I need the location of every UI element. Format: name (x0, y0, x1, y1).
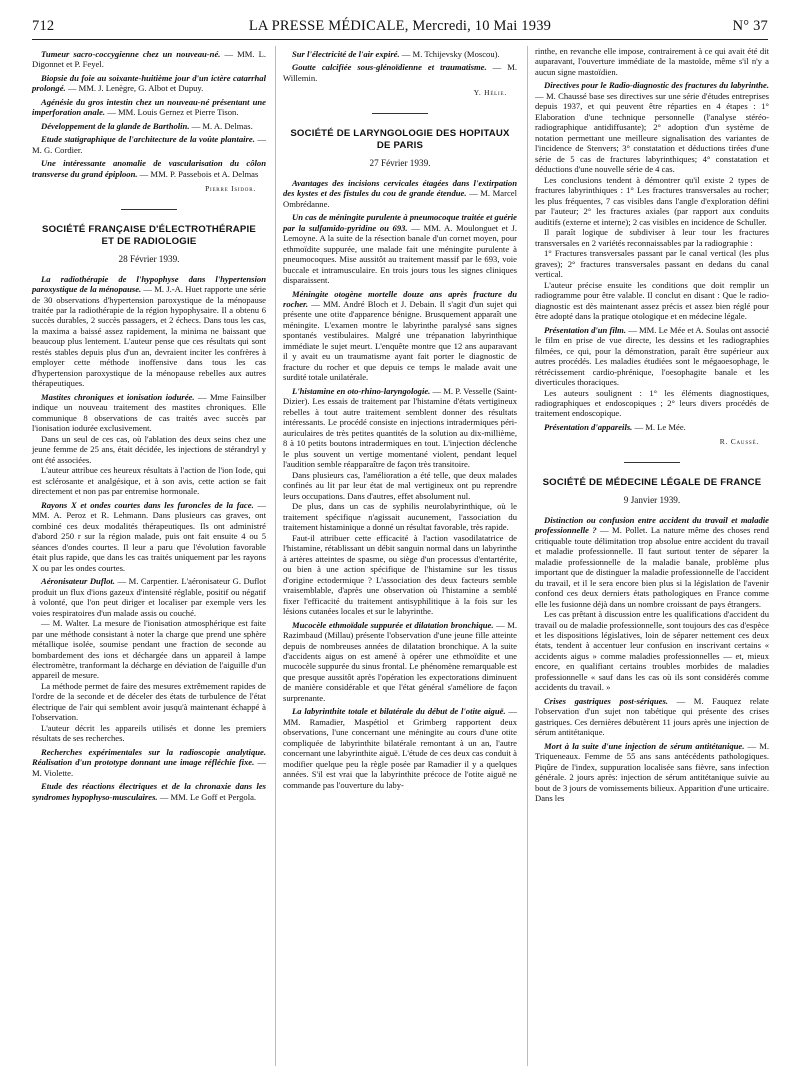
signature (535, 437, 759, 446)
article-body: — M. A. Delmas. (189, 120, 253, 131)
article-body: — M. Tchijevsky (Moscou). (399, 49, 500, 59)
article-entry (283, 620, 517, 704)
society-title: SOCIÉTÉ DE LARYNGOLOGIE DES HOPITAUX DE PARIS (290, 128, 510, 152)
article-entry (535, 696, 769, 738)
article-body: — MM. Louis Gernez et Pierre Tison. (105, 107, 239, 118)
article-entry (283, 62, 517, 83)
paragraph: Les conclusions tendent à démontrer qu'il existe 2 types de fractures labyrinthiques : 1° Les fractures transversales au rocher; les plus fréquentes, 7 cas visibles dans l'angle d'exploration défini par l'auteur; 2° les fractures axiales (par rapport aux conduits auditifs (externe et interne); 2 cas visibles en incidence de Schuller. (535, 174, 769, 227)
article-entry (283, 706, 517, 790)
article-body: — MM. Le Mée et A. Soulas ont associé le film en prise de vue directe, les dessins et les radiographies filmées, ce qui, pour la démonstration, paraît être supérieur aux autres procédés. Les maladies étudiées sont le mégaoesophage, le rétrécissement cardio-phrénique, l'oesophagite banale et les diverticules thoraciques. (535, 324, 769, 388)
article-entry (32, 500, 266, 573)
journal-title: LA PRESSE MÉDICALE (248, 18, 405, 34)
article-body: — M. Willemin. (283, 62, 518, 83)
article-entry (535, 422, 769, 432)
signature-name: Pierre Isidor. (205, 184, 256, 194)
article-entry (32, 747, 266, 778)
paragraph: Faut-il attribuer cette efficacité à l'action vasodilatatrice de l'histamine, rétablissant un débit sanguin normal dans un labyrinthe à artères atteintes de spasme, ou siège d'un processus d'entartérite, ou bien à une action spécifique de l'histamine sur les tissus d'origine ectodermique ? L'association des deux facteurs semble vraisemblable, d'après une observation où l'histamine a semblé fixer l'efficacité du traitement antisyphilitique à la fois sur les lésions cutanées locales et sur le labyrinthe. (283, 532, 517, 617)
article-body: — M. Triqueneaux. Femme de 55 ans sans antécédents pathologiques. Piqûre de l'index, suppuration localisée sans fièvre, sans infection générale. 2 jours après: injection de sérum antitétanique suivie au bout de 3 jours de vomissements bilieux. Apparition d'une urticaire. Dans les (535, 740, 769, 804)
section-separator (372, 113, 428, 114)
paragraph: rinthe, en revanche elle impose, contrairement à ce qui avait été dit auparavant, l'ouverture immédiate de la mastoïde, même s'il n'y a aucun signe mastoïdien. (535, 46, 769, 77)
signature (283, 88, 507, 97)
article-title: Présentation d'appareils. (544, 421, 633, 432)
paragraph: 1° Fractures transversales passant par le canal vertical (les plus graves); 2° fractures transversales passant en dedans du canal vertical. (535, 248, 769, 280)
article-title: Etude des réactions électriques et de la chronaxie dans les syndromes hypophyso-musculaires. (32, 781, 266, 802)
article-body: — M. J.-A. Huet rapporte une série de 30 observations d'hypertension paroxystique de la ménopause traitée par la radiothérapie de la région hypophysaire. Il a obtenu 6 succès durables, 2 succès passagers, et 2 échecs. Dans tous les cas, la maxima a baissé assez rapidement, la minima ne baissant que beaucoup plus lentement. L'auteur pense que ces résultats qui sont restés stables depuis plus d'un an, devraient inciter les confrères à employer cette méthode inoffensive dans tous les cas d'hypertension paroxystique de la ménopause rebelles aux autres thérapeutiques. (32, 284, 266, 389)
article-body: — M. Pollet. La nature même des choses rend critiquable toute délimitation trop absolue entre accident du travail et maladie professionnelle. Il faut surtout tenter de séparer la maladie professionnelle de la maladie banale, problème plus important que de distinguer la maladie professionnelle de l'accident du travail, et il le sera encore bien plus si la législation de l'avenir confond ces deux derniers états pathologiques en France comme elle les fusionne déjà dans un nombre croissant de pays étrangers. (535, 525, 769, 609)
section-separator (121, 209, 177, 210)
article-title: Rayons X et ondes courtes dans les furoncles de la face. (41, 499, 254, 510)
article-body: — M. G. Cordier. (32, 134, 266, 155)
article-title: Présentation d'un film. (544, 324, 627, 335)
column-divider (275, 46, 276, 1066)
column-3 (535, 46, 769, 804)
article-body: — MM. L. Digonnet et P. Feyel. (32, 49, 266, 70)
article-title: Directives pour le Radio-diagnostic des fractures du labyrinthe. (544, 80, 769, 91)
article-entry (283, 386, 517, 470)
session-date: 9 Janvier 1939. (623, 495, 681, 506)
article-title: Une intéressante anomalie de vascularisation du côlon transverse du grand épiploon. (32, 158, 266, 179)
section-separator (624, 462, 680, 463)
column-divider (527, 46, 528, 1066)
article-body: — MM. A. Moulonguet et J. Lemoyne. A la suite de la résection banale d'un cornet moyen, pour ethmoïdite suppurée, une malade fait une méningite purulente à pneumocoques. Mise aussitôt au traitement massif par le 693, voie buccale et intramusculaire. En trois jours tous les signes cliniques disparaissent. (283, 222, 517, 286)
article-entry (535, 325, 769, 388)
article-entry (32, 576, 266, 618)
page-number: 712 (32, 18, 55, 34)
article-title: Sur l'électricité de l'air expiré. (292, 49, 400, 59)
issue-number: N° 37 (732, 18, 768, 34)
article-body: — MM. P. Passebois et A. Delmas (137, 168, 259, 179)
page-header (32, 18, 768, 36)
paragraph: De plus, dans un cas de syphilis neurolabyrinthique, où le traitement spécifique n'agissait aucunement, l'association du traitement histaminique a donné un résultat favorable, très rapide. (283, 501, 517, 533)
article-title: Mucocèle ethmoïdale suppurée et dilatation bronchique. (292, 619, 494, 630)
article-title: L'histamine en oto-rhino-laryngologie. (292, 385, 431, 396)
paragraph: Dans un seul de ces cas, où l'ablation des deux seins chez une jeune femme de 25 ans, était décidée, les injections de stérandryl y ont été associées. (32, 433, 266, 465)
article-title: Etude statigraphique de l'architecture de la voûte plantaire. (41, 134, 255, 145)
article-body: — M. Le Mée. (632, 421, 686, 432)
article-body: — M. Fauquez relate l'observation d'un sujet non tabétique qui présente des crises gastriques. Ces dernières débutèrent 11 jours après une injection de sérum antitétanique. (535, 695, 769, 738)
article-title: Mastites chroniques et ionisation iodurée. (41, 391, 195, 402)
article-entry (283, 49, 517, 59)
paragraph: La méthode permet de faire des mesures extrêmement rapides de l'ordre de la seconde et de déceler des états de turbulence de l'état électrique de l'air qui semblent avoir jusqu'à maintenant échappé à l'observation. (32, 680, 266, 723)
column-1 (32, 46, 266, 802)
article-body: — MM. A. Peroz et R. Lehmann. Dans plusieurs cas graves, ont combiné ces deux modalités thérapeutiques. Ils ont administré d'abord 250 r sur la région malade, puis ont fait ensuite 4 ou 5 séances d'ondes courtes. Il leur a paru que l'évolution favorable était plus rapide, que dans les cas traités uniquement par les rayons X ou par les ondes courtes. (32, 499, 266, 573)
article-title: Aéronisateur Duflot. (41, 576, 115, 587)
article-body: — M. Violette. (32, 757, 266, 778)
article-body: — MM. J. Lenègre, G. Albot et Dupuy. (65, 83, 204, 94)
article-entry (32, 392, 266, 434)
article-entry (535, 80, 769, 174)
column-2 (283, 46, 517, 790)
article-entry (32, 121, 266, 131)
session-date: 28 Février 1939. (118, 254, 180, 265)
paragraph: Dans plusieurs cas, l'amélioration a été telle, que deux malades confinés au lit par leur état de mal vertigineux ont pu reprendre leurs occupations. Dans d'autres, effet absolument nul. (283, 469, 517, 501)
article-title: Biopsie du foie au soixante-huitième jour d'un ictère catarrhal prolongé. (32, 72, 266, 94)
article-title: Un cas de méningite purulente à pneumocoque traitée et guérie par la sulfamido-pyridine ou 693. (283, 212, 517, 233)
article-entry (32, 134, 266, 155)
article-title: Goutte calcifiée sous-glénoïdienne et traumatisme. (292, 62, 487, 73)
article-title: Méningite otogène mortelle douze ans après fracture du rocher. (283, 288, 517, 309)
society-title: SOCIÉTÉ DE MÉDECINE LÉGALE DE FRANCE (542, 477, 762, 489)
article-body: — Mme Fainsilber indique un nouveau traitement des mastites chroniques. Elle communique 8 observations de cas traités avec succès par l'ionisation iodurée exclusivement. (32, 391, 266, 434)
article-body: — M. Carpentier. L'aéronisateur G. Duflot produit un flux d'ions gazeux d'intensité réglable, positif ou négatif à volonté, que l'on peut diriger et localiser par exemple vers les voies respiratoires d'un malade assis ou couché. (32, 576, 266, 618)
paragraph: L'auteur attribue ces heureux résultats à l'action de l'ion Iode, qui est sclérosante et analgésique, et à son avis, cette action se fait directement et non pas par entremise hormonale. (32, 465, 266, 497)
signature-name: R. Caussé. (719, 437, 759, 447)
signature-name: Y. Hélie. (473, 88, 507, 98)
article-body: — MM. Ramadier, Maspétiol et Grimberg rapportent deux observations, l'une concernant une méningite au cours d'une otite compliquée de labyrinthite bilatérale remontant à un an, l'autre concernant une labyrinthite aiguë. L'étude de ces deux cas conduit à modifier quelque peu la règle posée par Ramadier il y a quelques années. S'il est vrai que la labyrinthite précoce de l'otite aiguë ne commande pas l'ouverture du laby- (283, 706, 517, 790)
article-entry (32, 158, 266, 179)
article-body: — M. Chaussé base ses directives sur une série d'études entreprises depuis 1937, et qui peuvent être réparties en 4 étapes : 1° Elaboration d'une technique personnelle (l'analyse stéréo-radiographique antidiffusante); 2° adoption d'un système de notation permettant une meilleure signalisation des variantes de l'incidence de Stenvers; 3° constatation et déductions tirées d'une série de 5 cas de fractures labyrinthiques; 4° constatation et déductions d'une nouvelle série de 4 cas. (535, 90, 769, 175)
article-body: — MM. Le Goff et Pergola. (157, 791, 257, 802)
article-entry (32, 274, 266, 389)
paragraph: L'auteur décrit les appareils utilisés et donne les premiers résultats de ses recherches. (32, 722, 266, 744)
article-entry (283, 178, 517, 209)
article-title: Agénésie du gros intestin chez un nouveau-né présentant une imperforation anale. (32, 96, 266, 118)
article-entry (32, 49, 266, 70)
article-title: Développement de la glande de Bartholin. (41, 120, 190, 131)
article-entry (32, 73, 266, 94)
paragraph: Les auteurs soulignent : 1° les éléments diagnostiques, radiographiques et endoscopiques ; 2° leurs divers procédés de traitement endoscopique. (535, 387, 769, 419)
paragraph: Les cas prêtant à discussion entre les qualifications d'accident du travail ou de maladie professionnelle, sont toujours des cas d'espèce et les dispositions législatives, loin de séparer nettement ces deux états, tendent à accentuer leur confusion en inscrivant certains « accidents aigus » comme maladies professionnelles — et, mieux encore, en qualifiant certains troubles morbides de maladies professionnelle « sauf dans les cas où ils sont considérés comme accidents du travail. » (535, 609, 769, 693)
article-entry (32, 781, 266, 802)
society-title: SOCIÉTÉ FRANÇAISE D'ÉLECTROTHÉRAPIE ET DE RADIOLOGIE (42, 224, 256, 248)
article-body: — M. Razimbaud (Millau) présente l'observation d'une jeune fille atteinte depuis de nombreuses années de dilatation bronchique. A la suite d'accidents aigus on est amené à opérer une ethmoïdite et une mucocèle suppurée du sinus frontal. Le phénomène remarquable est que presque aussitôt après l'opération les expectorations diminuent de manière considérable et que l'état général s'améliore de façon surprenante. (283, 619, 517, 703)
article-title: Mort à la suite d'une injection de sérum antitétanique. (544, 740, 745, 751)
issue-date: Mercredi, 10 Mai 1939 (412, 18, 552, 34)
article-body: — MM. André Bloch et J. Debain. Il s'agit d'un sujet qui présente une otite d'apparence bénigne. Brusquement apparaît une méningite. L'examen montre le labyrinthe paralysé sans signes spontanés vestibulaires. Malgré une trépanation labyrinthique immédiate le sujet meurt. L'enquête montre que 12 ans auparavant il y avait eu un traumatisme ayant fait porter le diagnostic de fracture du rocher et que depuis ce temps le malade avait une surdité totale unilatérale. (283, 299, 517, 383)
article-entry (535, 741, 769, 804)
running-title: LA PRESSE MÉDICALE, Mercredi, 10 Mai 1939 (248, 18, 552, 34)
signature (32, 184, 256, 193)
article-entry (283, 289, 517, 383)
paragraph: — M. Walter. La mesure de l'ionisation atmosphérique est faite par une méthode consistant à noter la charge que prend une sphère métallique isolée, soumise pendant une fraction de seconde au bombardement des ions et déchargée dans un appareil à lampe électromètre, tranformant la décharge en déviation de l'aiguille d'un appareil de mesure. (32, 618, 266, 681)
article-title: Avantages des incisions cervicales étagées dans l'extirpation des kystes et des fistules du cou de grande étendue. (283, 177, 517, 199)
paragraph: Il paraît logique de subdiviser à leur tour les fractures transversales en 2 variétés reconnaissables par la radiographie : (535, 227, 769, 248)
article-entry (283, 212, 517, 285)
article-body: — M. Marcel Ombrédanne. (283, 188, 517, 209)
article-body: — M. P. Vesselle (Saint-Dizier). Les essais de traitement par l'histamine d'états vertigineux rebelles à tout autre traitement semblent donner des résultats intéressants. Le procédé consiste en injections intradermiques péri-auriculaires de très petites quantités de la solution au dix-millième, 8 à 10 petits boutons intradermiques en tout. L'injection déclenche le plus souvent un vertige momentané violent, pendant lequel l'audition semble réapparaître de façon très transitoire. (283, 385, 517, 470)
article-title: Distinction ou confusion entre accident du travail et maladie professionnelle ? (535, 514, 769, 536)
header-rule (32, 39, 768, 40)
article-title: Crises gastriques post-sériques. (544, 695, 668, 706)
article-title: Tumeur sacro-coccygienne chez un nouveau-né. (41, 49, 221, 59)
article-title: La labyrinthite totale et bilatérale du début de l'otite aiguë. (292, 706, 506, 717)
article-entry (32, 97, 266, 118)
session-date: 27 Février 1939. (369, 158, 431, 169)
article-title: Recherches expérimentales sur la radioscopie analytique. Réalisation d'un prototype donnant une image réfléchie fixe. (32, 746, 266, 768)
paragraph: L'auteur précise ensuite les conditions que doit remplir un radiogramme pour être valable. Il conclut en disant : Que le radio-diagnostic est dès maintenant assez précis et assez bien réglé pour être adopté dans la pratique otologique et en médecine légale. (535, 279, 769, 322)
article-entry (535, 515, 769, 609)
article-title: La radiothérapie de l'hypophyse dans l'hypertension paroxystique de la ménopause. (32, 273, 266, 295)
